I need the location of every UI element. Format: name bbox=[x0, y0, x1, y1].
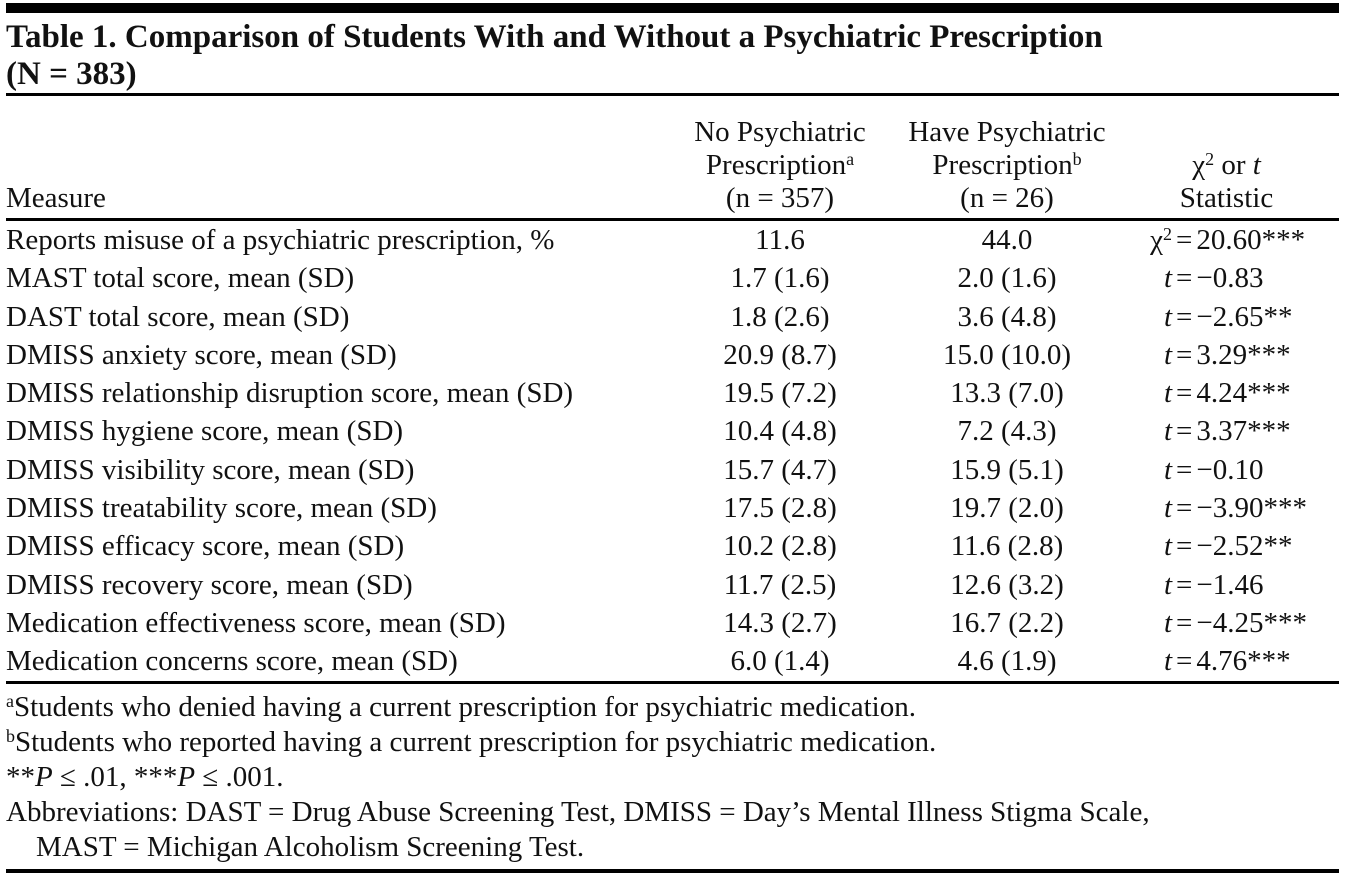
table-title-line1: Table 1. Comparison of Students With and Without a Psychiatric Prescription bbox=[6, 19, 1103, 55]
have-prescription-cell: 3.6 (4.8) bbox=[957, 300, 1057, 333]
significance-stars: ** bbox=[1263, 300, 1293, 333]
table-row bbox=[6, 221, 1339, 259]
table-body bbox=[6, 221, 1339, 681]
statistic-cell: t = −2.52** bbox=[1163, 530, 1293, 563]
have-prescription-cell: 16.7 (2.2) bbox=[950, 606, 1064, 639]
measure-cell: DAST total score, mean (SD) bbox=[6, 300, 350, 333]
statistic-cell: t = −3.90*** bbox=[1163, 492, 1307, 525]
column-header-have-prescription: Have Psychiatric Prescription$^b$ (n = 26) bbox=[908, 116, 1106, 214]
statistic-cell: t = −4.25*** bbox=[1163, 606, 1307, 639]
measure-cell: Reports misuse of a psychiatric prescription, % bbox=[6, 224, 555, 256]
statistic-cell: t = 4.76*** bbox=[1163, 645, 1291, 678]
table-title-line2: (N = 383) bbox=[6, 56, 137, 92]
table-title bbox=[6, 19, 1339, 93]
statistic-cell: t = −0.10 bbox=[1163, 453, 1264, 486]
statistic-cell: t = 4.24*** bbox=[1163, 377, 1291, 410]
footnote-a: $^a$Students who denied having a current prescription for psychiatric medication. bbox=[6, 690, 916, 723]
measure-cell: DMISS efficacy score, mean (SD) bbox=[6, 530, 405, 563]
table-header-row bbox=[6, 96, 1339, 218]
significance-stars: *** bbox=[1247, 645, 1291, 678]
table-row bbox=[6, 451, 1339, 489]
table-row bbox=[6, 566, 1339, 604]
footnote-abbreviations-line1: Abbreviations: DAST = Drug Abuse Screening Test, DMISS = Day’s Mental Illness Stigma Scale, bbox=[6, 795, 1150, 828]
significance-stars: *** bbox=[1247, 338, 1291, 371]
measure-cell: Medication effectiveness score, mean (SD) bbox=[6, 606, 506, 639]
significance-stars: *** bbox=[1261, 224, 1306, 256]
measure-cell: Medication concerns score, mean (SD) bbox=[6, 645, 458, 678]
column-header-no-prescription: No Psychiatric Prescription$^a$ (n = 357) bbox=[694, 116, 866, 214]
table-row bbox=[6, 489, 1339, 527]
no-prescription-cell: 17.5 (2.8) bbox=[723, 492, 837, 525]
statistic-cell: t = −1.46 bbox=[1163, 568, 1264, 601]
table-row bbox=[6, 259, 1339, 297]
table-row bbox=[6, 642, 1339, 680]
have-prescription-cell: 19.7 (2.0) bbox=[950, 492, 1064, 525]
no-prescription-cell: 11.7 (2.5) bbox=[723, 568, 837, 601]
measure-cell: DMISS visibility score, mean (SD) bbox=[6, 453, 415, 486]
footnote-significance: **P ≤ .01, ***P ≤ .001. bbox=[6, 760, 284, 793]
measure-cell: MAST total score, mean (SD) bbox=[6, 262, 355, 295]
no-prescription-cell: 19.5 (7.2) bbox=[723, 377, 837, 410]
bottom-divider-rule bbox=[6, 869, 1339, 873]
footnote-abbreviations-line2: MAST = Michigan Alcoholism Screening Test. bbox=[36, 830, 585, 863]
no-prescription-cell: 10.2 (2.8) bbox=[723, 530, 837, 563]
significance-stars: ** bbox=[1263, 530, 1293, 563]
have-prescription-cell: 12.6 (3.2) bbox=[950, 568, 1064, 601]
top-divider-bar bbox=[6, 3, 1339, 13]
footnotes-block bbox=[6, 684, 1339, 865]
column-header-measure: Measure bbox=[6, 182, 106, 214]
statistic-cell: t = 3.29*** bbox=[1163, 338, 1291, 371]
no-prescription-cell: 10.4 (4.8) bbox=[723, 415, 837, 448]
table-row bbox=[6, 336, 1339, 374]
have-prescription-cell: 15.0 (10.0) bbox=[942, 338, 1072, 371]
footnote-marker-a: a bbox=[846, 149, 855, 169]
measure-cell: DMISS hygiene score, mean (SD) bbox=[6, 415, 404, 448]
measure-cell: DMISS relationship disruption score, mean (SD) bbox=[6, 377, 574, 410]
column-header-statistic: $\chi^2$ or t Statistic bbox=[1179, 149, 1274, 214]
statistic-cell: t = −2.65** bbox=[1163, 300, 1293, 333]
statistic-cell: t = 3.37*** bbox=[1163, 415, 1291, 448]
statistic-cell: t = −0.83 bbox=[1163, 262, 1264, 295]
have-prescription-cell: 7.2 (4.3) bbox=[957, 415, 1057, 448]
t-symbol: t bbox=[1252, 149, 1261, 181]
significance-stars: *** bbox=[1263, 492, 1307, 525]
no-prescription-cell: 1.8 (2.6) bbox=[730, 300, 830, 333]
no-prescription-cell: 1.7 (1.6) bbox=[730, 262, 830, 295]
no-prescription-cell: 6.0 (1.4) bbox=[730, 645, 830, 678]
no-prescription-cell: 15.7 (4.7) bbox=[723, 453, 837, 486]
no-prescription-cell: 20.9 (8.7) bbox=[723, 338, 837, 371]
table-row bbox=[6, 412, 1339, 450]
no-prescription-cell: 14.3 (2.7) bbox=[723, 606, 837, 639]
statistic-cell: $\chi^2 = 20.60***$ bbox=[1150, 224, 1306, 256]
table-row bbox=[6, 298, 1339, 336]
have-prescription-cell: 15.9 (5.1) bbox=[950, 453, 1064, 486]
significance-stars: *** bbox=[1247, 415, 1291, 448]
measure-cell: DMISS recovery score, mean (SD) bbox=[6, 568, 413, 601]
significance-stars: *** bbox=[1247, 377, 1291, 410]
measure-cell: DMISS anxiety score, mean (SD) bbox=[6, 338, 397, 371]
have-prescription-cell: 11.6 (2.8) bbox=[950, 530, 1064, 563]
have-prescription-cell: 13.3 (7.0) bbox=[950, 377, 1064, 410]
significance-stars: *** bbox=[1263, 606, 1307, 639]
no-prescription-cell: 11.6 bbox=[755, 224, 805, 256]
have-prescription-cell: 44.0 bbox=[981, 224, 1033, 256]
table-row bbox=[6, 604, 1339, 642]
have-prescription-cell: 2.0 (1.6) bbox=[957, 262, 1057, 295]
chi-symbol: χ bbox=[1192, 149, 1206, 181]
measure-cell: DMISS treatability score, mean (SD) bbox=[6, 492, 437, 525]
have-prescription-cell: 4.6 (1.9) bbox=[957, 645, 1057, 678]
footnote-marker-b: b bbox=[1072, 149, 1082, 169]
footnote-b: $^b$Students who reported having a current prescription for psychiatric medication. bbox=[6, 725, 937, 758]
table-row bbox=[6, 374, 1339, 412]
table-row bbox=[6, 527, 1339, 565]
